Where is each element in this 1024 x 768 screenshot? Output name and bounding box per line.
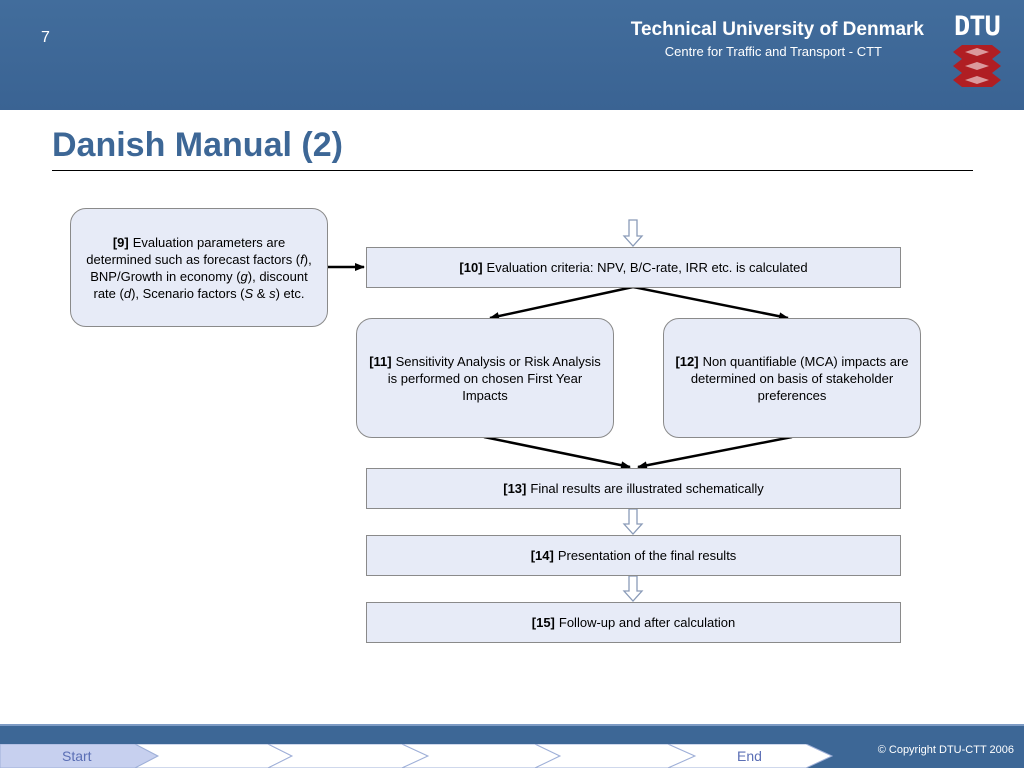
node-13-number: [13] — [503, 481, 527, 496]
node-14-number: [14] — [530, 548, 554, 563]
arrow-10-to-11 — [490, 287, 633, 318]
node-10-number: [10] — [459, 260, 483, 275]
nav-start-label[interactable]: Start — [62, 748, 92, 764]
flow-node-15 — [366, 602, 901, 643]
logo-text: DTU — [954, 11, 1000, 42]
arrow-11-to-13 — [484, 437, 630, 467]
flow-node-13 — [366, 468, 901, 509]
nav-end-label[interactable]: End — [737, 748, 762, 764]
slide-number: 7 — [41, 29, 50, 46]
node-15-text: Follow-up and after calculation — [558, 615, 736, 630]
flow-node-9 — [70, 208, 328, 327]
centre-name: Centre for Traffic and Transport - CTT — [664, 44, 882, 59]
arrow-10-to-12 — [633, 287, 788, 318]
flow-node-12 — [663, 318, 921, 438]
nav-segment-5[interactable] — [535, 744, 695, 768]
block-arrow-13-14 — [624, 509, 642, 534]
nav-segment-3[interactable] — [268, 744, 428, 768]
flow-node-14 — [366, 535, 901, 576]
block-arrow-14-15 — [624, 576, 642, 601]
nav-segment-2[interactable] — [135, 744, 292, 768]
node-13-text: Final results are illustrated schematically — [530, 481, 764, 496]
node-9-text: [9] Evaluation parameters are determined such as forecast factors (f), BNP/Growth in economy (g), discount rate (d), Scenario factors (S & s) etc. — [86, 234, 312, 301]
copyright-text: © Copyright DTU-CTT 2006 — [877, 744, 1014, 756]
flow-node-10 — [366, 247, 901, 288]
flow-node-11 — [356, 318, 614, 438]
node-12-text: Non quantifiable (MCA) impacts are determined on basis of stakeholder preferences — [690, 353, 909, 403]
node-10-text: Evaluation criteria: NPV, B/C-rate, IRR etc. is calculated — [486, 260, 808, 275]
arrow-12-to-13 — [638, 437, 792, 467]
node-12-number: [12] — [675, 353, 699, 369]
node-11-number: [11] — [369, 353, 392, 369]
node-11-text: Sensitivity Analysis or Risk Analysis is performed on chosen First Year Impacts — [387, 353, 601, 403]
university-name: Technical University of Denmark — [630, 19, 924, 40]
node-15-number: [15] — [531, 615, 555, 630]
page-title: Danish Manual (2) — [52, 126, 343, 164]
progress-nav — [0, 744, 840, 768]
node-14-text: Presentation of the final results — [557, 548, 737, 563]
node-9-number: [9] — [112, 234, 129, 250]
block-arrow-top — [624, 220, 642, 246]
